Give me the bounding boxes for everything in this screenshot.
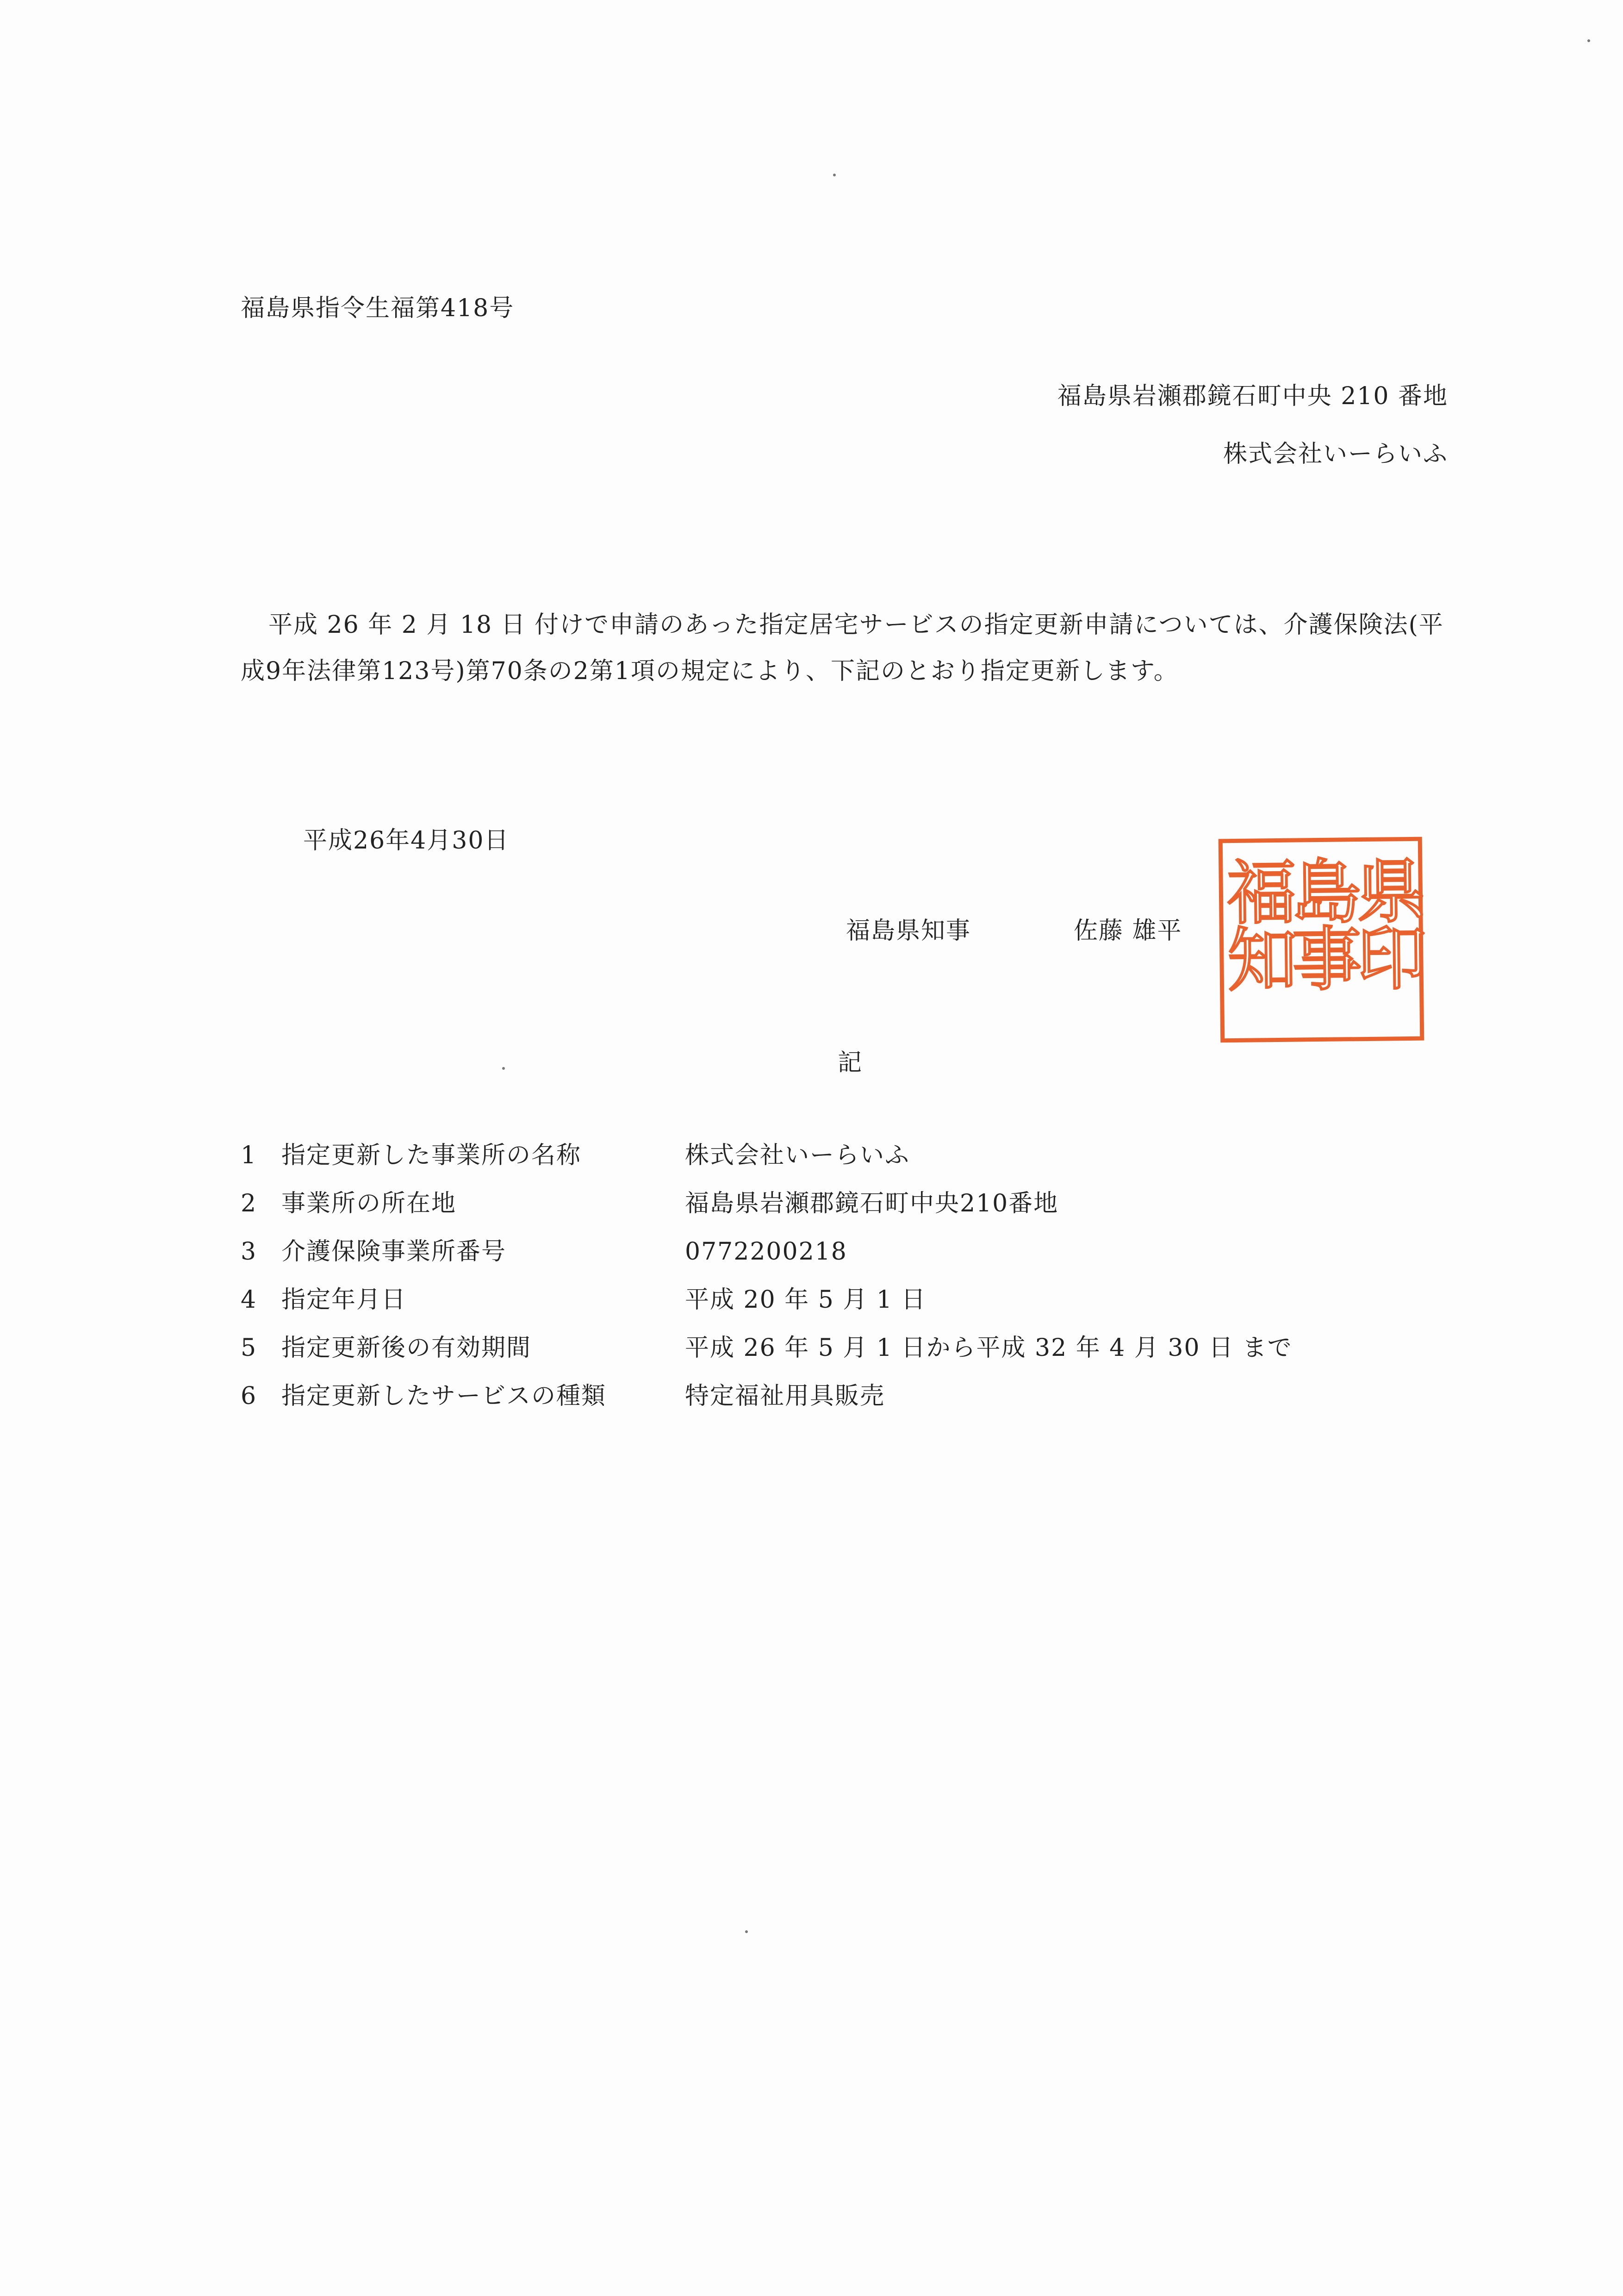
addressee-address: 福島県岩瀬郡鏡石町中央 210 番地 [1057,382,1448,410]
item-label: 指定更新後の有効期間 [281,1334,532,1362]
official-seal-stamp [1219,837,1427,1043]
document-number: 福島県指令生福第418号 [241,294,515,322]
item-number: 4 [241,1286,257,1314]
seal-character: 事 [1292,919,1362,1001]
scan-speck [502,1067,505,1070]
body-paragraph: 平成 26 年 2 月 18 日 付けで申請のあった指定居宅サービスの指定更新申請については、介護保険法(平成9年法律第123号)第70条の2第1項の規定により、下記のとおり指定更新します。 [241,611,1444,685]
item-number: 2 [241,1190,257,1217]
seal-character: 県 [1356,851,1426,933]
item-label: 指定更新したサービスの種類 [281,1382,607,1410]
item-number: 5 [241,1334,257,1362]
item-value: 平成 26 年 5 月 1 日から平成 32 年 4 月 30 日 まで [685,1334,1293,1362]
list-item [241,1240,1490,1288]
governor-name: 佐藤 雄平 [1074,917,1182,945]
item-value: 福島県岩瀬郡鏡石町中央210番地 [685,1190,1059,1217]
addressee-name: 株式会社いーらいふ [1223,440,1448,468]
scan-speck [745,1930,748,1933]
item-value: 特定福祉用具販売 [685,1382,885,1410]
list-item [241,1143,1490,1192]
item-list [241,1143,1490,1432]
scan-speck [1587,39,1590,42]
scan-speck [833,174,836,176]
item-value: 平成 20 年 5 月 1 日 [685,1286,927,1314]
seal-character: 島 [1291,852,1362,934]
seal-character: 福 [1226,853,1297,935]
item-value: 株式会社いーらいふ [685,1142,910,1169]
list-item [241,1336,1490,1384]
item-number: 6 [241,1382,257,1410]
ki-heading: 記 [838,1049,863,1077]
item-label: 指定年月日 [281,1286,407,1314]
item-value: 0772200218 [685,1238,847,1266]
item-number: 1 [241,1142,257,1169]
item-number: 3 [241,1238,257,1266]
issue-date: 平成26年4月30日 [303,827,510,855]
governor-title: 福島県知事 [846,917,971,945]
seal-character: 知 [1227,920,1298,1002]
list-item [241,1384,1490,1432]
item-label: 事業所の所在地 [281,1190,457,1217]
item-label: 指定更新した事業所の名称 [281,1142,582,1169]
list-item [241,1288,1490,1336]
list-item [241,1192,1490,1240]
item-label: 介護保険事業所番号 [281,1238,507,1266]
seal-character: 印 [1356,918,1427,1000]
